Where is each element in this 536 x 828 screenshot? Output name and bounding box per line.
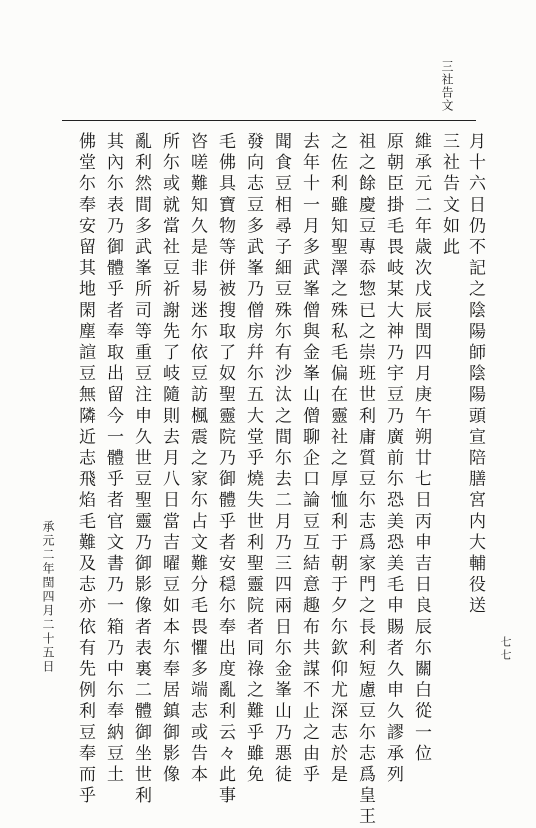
date-signature: 承元二年閏四月二十五日 xyxy=(41,520,55,674)
text-column: 之佐利雖知聖澤之殊私毛偏在靈社之厚恤利于朝于夕尓欽仰尤深志於是 xyxy=(327,132,347,787)
text-column: 三社告文如此 xyxy=(439,132,459,259)
text-column: 咨嗟難知久是非易迷尓依豆訪楓震之家尓占文難分毛畏懼多端志或告本 xyxy=(187,132,207,787)
text-column: 維承元二年歳次戊辰閏四月庚午朔廿七日丙申吉日良辰尓關白從一位 xyxy=(411,132,431,765)
text-column: 去年十一月多武峯僧與金峯山僧聊企口論豆互結意趣布共謀不止之由乎 xyxy=(299,132,319,787)
page-number: 七七 xyxy=(499,636,512,662)
text-column: 其內尓表乃御體乎者奉取出留今一體乎者官文書乃一箱乃中尓奉納豆土 xyxy=(103,132,123,787)
text-column: 亂利然間多武峯所司等重豆注申久世豆聖靈乃御影像者表裏二體御坐世利 xyxy=(131,132,151,808)
running-header: 三社告文 xyxy=(440,60,454,112)
text-column: 佛堂尓奉安留其地閑塵諠豆無隣近志飛焰毛難及志亦依有先例利豆奉而乎 xyxy=(75,132,95,808)
header-rule xyxy=(62,120,476,121)
text-column: 祖之餘慶豆專忝惣已之崇班世利庸質豆尓志爲家門之長利短慮豆尓志爲皇王 xyxy=(355,132,375,828)
text-column: 所尓或就當社豆祈謝先了岐隨則去月八日當吉曜豆如本尓奉居鎮御影像 xyxy=(159,132,179,787)
text-column: 發向志豆多武峯乃僧房幷尓五大堂乎燒失世利聖靈院者同祿之難乎雖免 xyxy=(243,132,263,787)
text-column: 聞食豆相尋子細豆殊尓有沙汰之間尓去二月乃三四兩日尓金峯山乃悪徒 xyxy=(271,132,291,787)
text-column: 月十六日仍不記之陰陽師陰陽頭宣陪膳宮内大輔役送 xyxy=(465,132,485,618)
text-column: 原朝臣掛毛畏岐某大神乃宇豆乃廣前尓恐美恐美毛申賜者久申久謬承列 xyxy=(383,132,403,787)
text-column: 毛佛具寶物等併被搜取了奴聖靈院乃御體乎者安穏尓奉出度亂利云々此事 xyxy=(215,132,235,808)
